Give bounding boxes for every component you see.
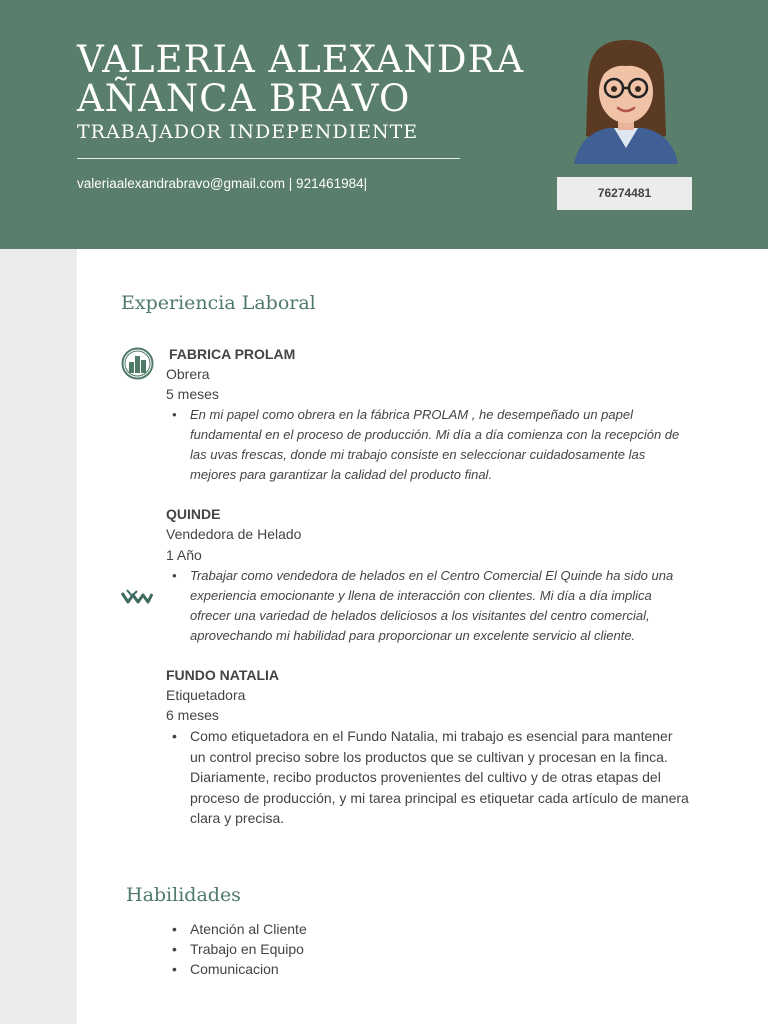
skill-item — [174, 941, 304, 957]
wave-logo-icon — [121, 588, 153, 608]
job-description — [174, 566, 689, 646]
id-number-box: 76274481 — [557, 177, 692, 210]
job-role: Obrera — [166, 366, 210, 382]
skill-label: Comunicacion — [190, 961, 279, 977]
experience-section-title: Experiencia Laboral — [121, 292, 316, 314]
job-duration: 1 Año — [166, 547, 202, 563]
building-icon — [121, 347, 154, 380]
skills-section-title: Habilidades — [126, 884, 241, 906]
company-name: FABRICA PROLAM — [169, 346, 296, 362]
job-description-text: • Trabajar como vendedora de helados en el Centro Comercial El Quinde ha sido una experiencia emocionante y llena de interacción con clientes. Mi día a día implica ofrecer una variedad de helados deliciosos a los visitantes del centro comercial, aprovechando mi habilidad para proporcionar un excelente servicio al cliente. — [190, 568, 674, 643]
skill-item — [174, 961, 279, 977]
header-banner — [0, 0, 768, 249]
avatar — [566, 36, 686, 166]
company-name: FUNDO NATALIA — [166, 667, 280, 683]
skill-label: Trabajo en Equipo — [190, 941, 304, 957]
job-role: Vendedora de Helado — [166, 526, 302, 542]
job-duration: 5 meses — [166, 386, 219, 402]
header-divider — [77, 158, 460, 159]
skill-label: Atención al Cliente — [190, 921, 307, 937]
job-duration: 6 meses — [166, 707, 219, 723]
company-name: QUINDE — [166, 506, 221, 522]
job-description — [174, 726, 689, 829]
left-sidebar — [0, 249, 77, 1024]
job-description-text: • En mi papel como obrera en la fábrica PROLAM , he desempeñado un papel fundamental en el proceso de producción. Mi día a día comienza con la recepción de las uvas frescas, donde mi trabajo consiste en seleccionar cuidadosamente las mejores para garantizar la calidad del producto final. — [190, 407, 680, 482]
job-title: TRABAJADOR INDEPENDIENTE — [77, 121, 419, 143]
person-name: VALERIA ALEXANDRA AÑANCA BRAVO — [77, 38, 525, 120]
job-description-text: • Como etiquetadora en el Fundo Natalia, mi trabajo es esencial para mantener un control preciso sobre los productos que se cultivan y procesan en la finca. Diariamente, recibo productos provenientes del cultivo y de otras etapas del proceso de producción, y mi tarea principal es etiquetar cada artículo de manera clara y precisa. — [190, 728, 689, 826]
skill-item — [174, 921, 307, 937]
job-role: Etiquetadora — [166, 687, 246, 703]
job-description — [174, 405, 689, 485]
contact-info: valeriaalexandrabravo@gmail.com | 921461984| — [77, 176, 368, 191]
